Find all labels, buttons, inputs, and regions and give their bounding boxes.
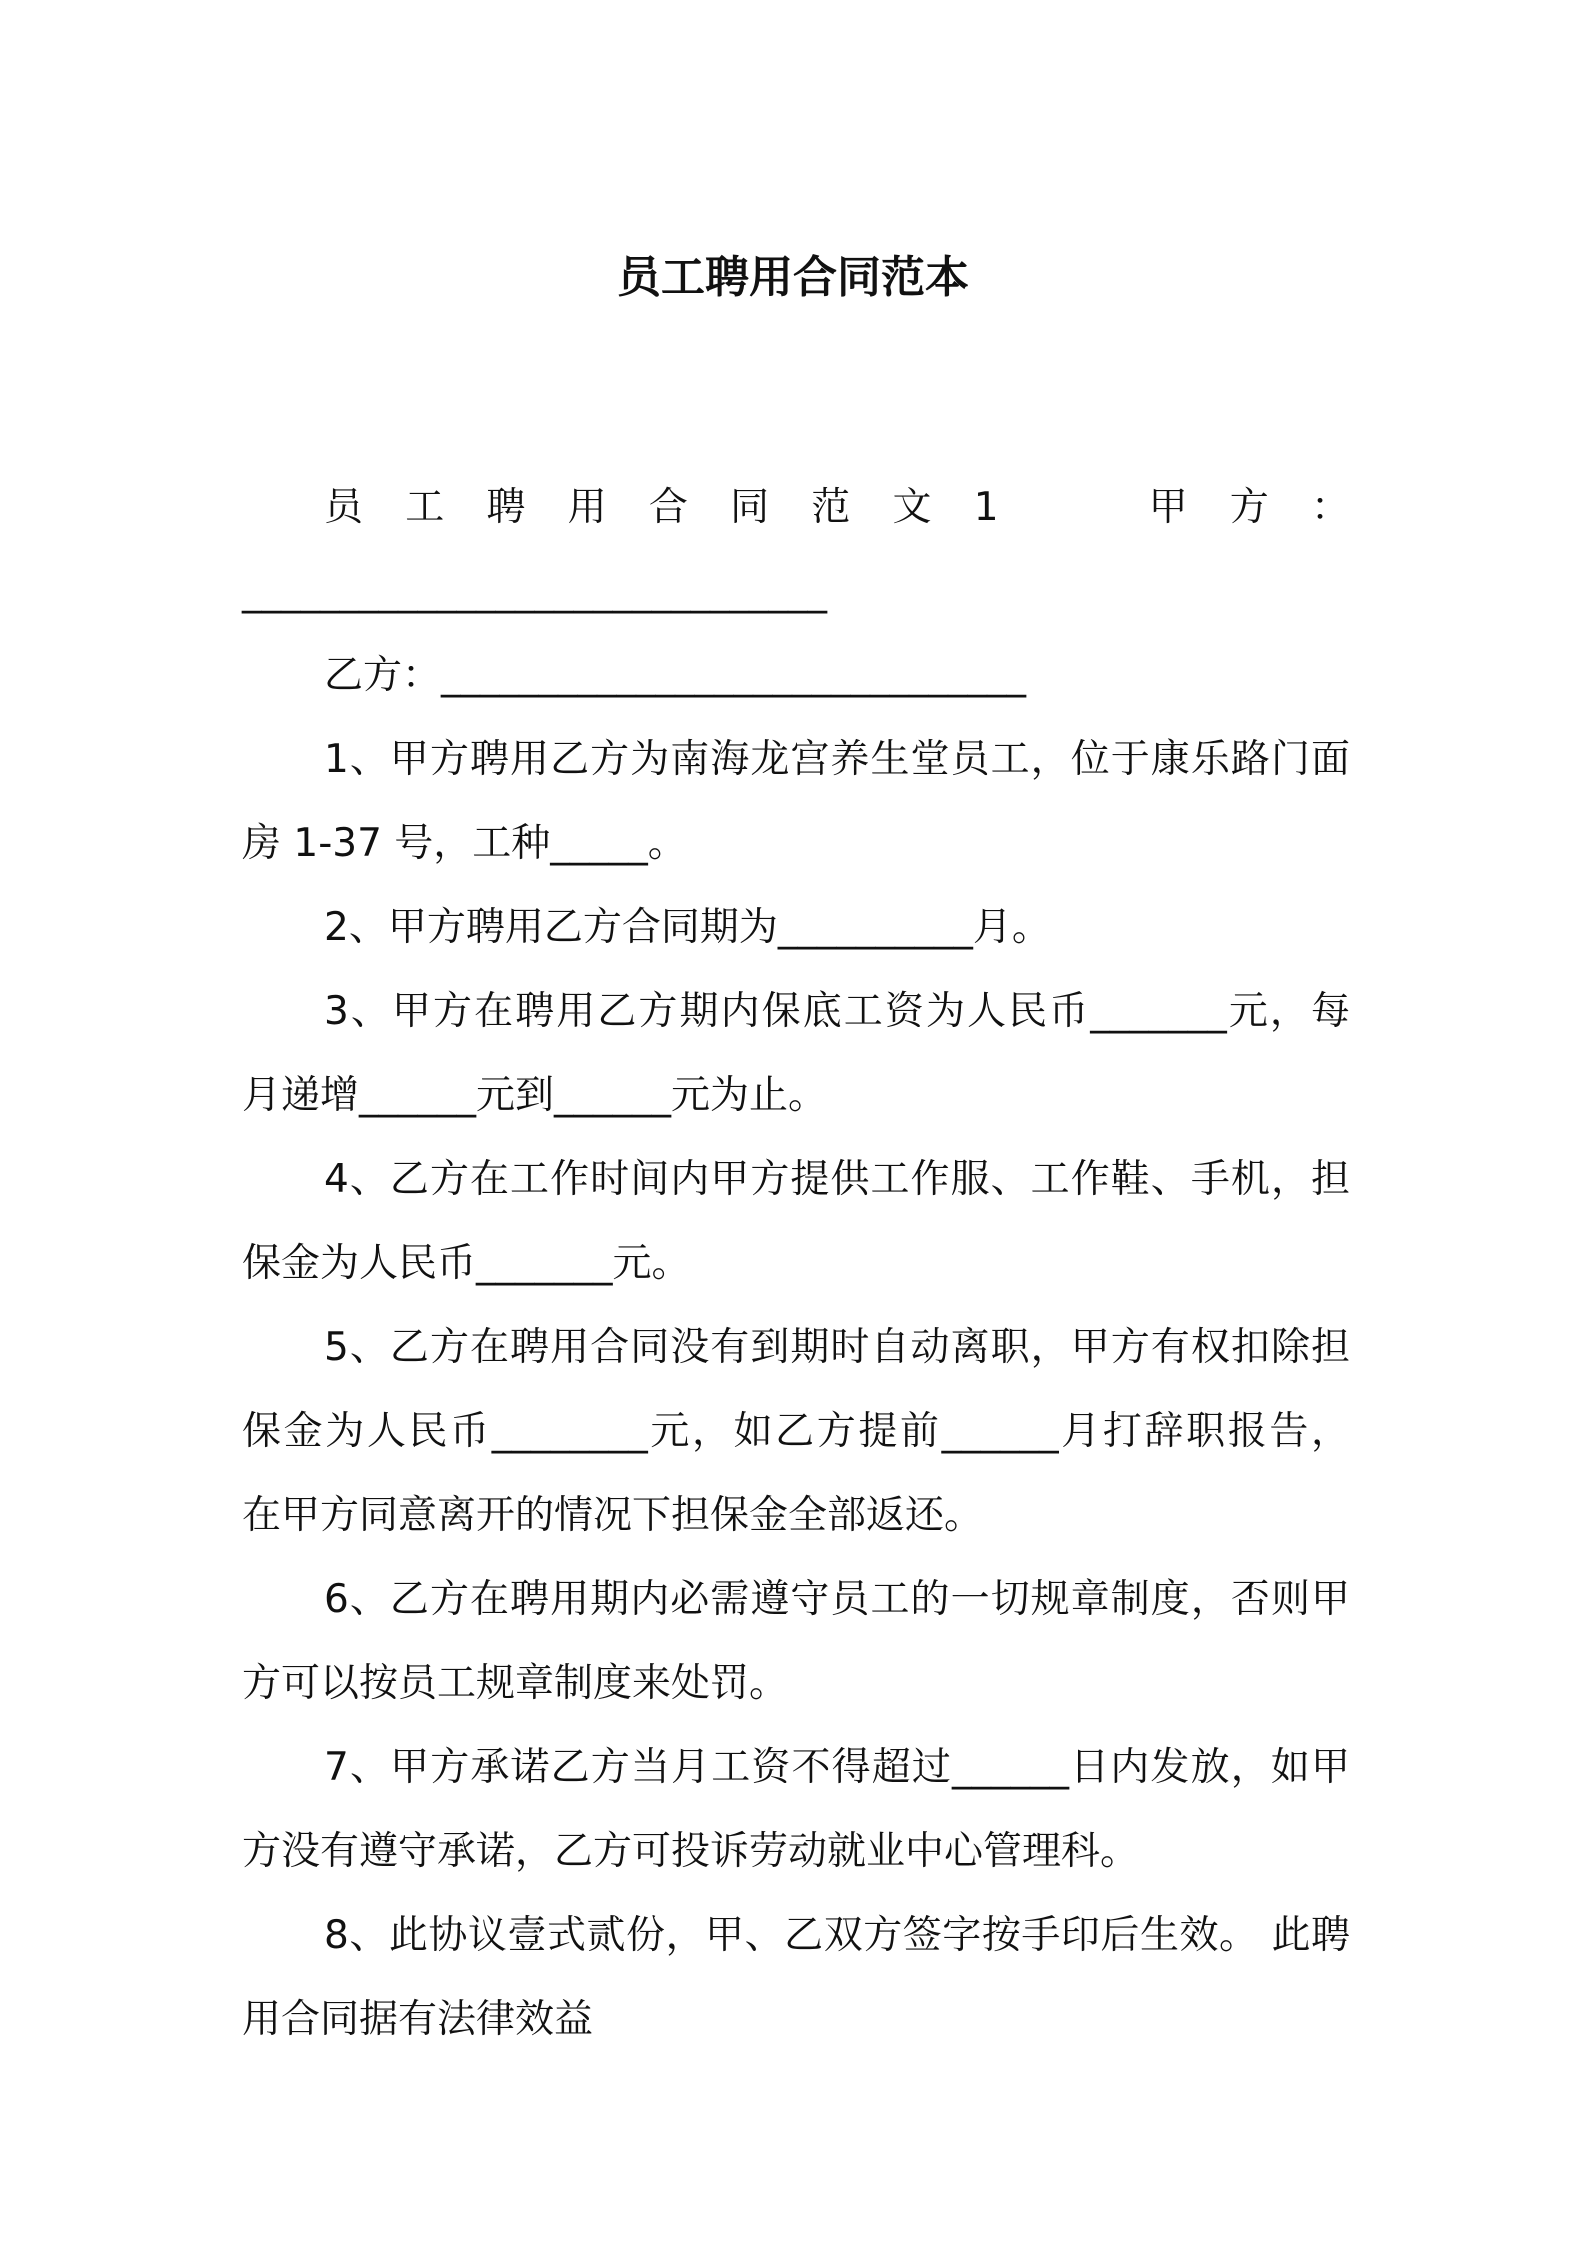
document-title: 员工聘用合同范本	[617, 252, 969, 303]
text-line-10: 保金为人民币_______元。	[242, 1241, 691, 1286]
text-line-3: 乙方：______________________________	[324, 653, 1027, 698]
text-line-12: 保金为人民币________元，如乙方提前______月打辞职报告，	[242, 1409, 1350, 1454]
text-line-15: 方可以按员工规章制度来处罚。	[242, 1661, 789, 1706]
text-line-13: 在甲方同意离开的情况下担保金全部返还。	[242, 1493, 984, 1538]
text-line-5: 房 1-37 号，工种_____。	[242, 821, 687, 866]
text-line-17: 方没有遵守承诺，乙方可投诉劳动就业中心管理科。	[242, 1829, 1140, 1874]
text-line-9: 4、乙方在工作时间内甲方提供工作服、工作鞋、手机，担	[324, 1157, 1350, 1202]
text-line-1: 员 工 聘 用 合 同 范 文 1 甲 方 ：	[324, 485, 1350, 530]
text-line-18: 8、此协议壹式贰份，甲、乙双方签字按手印后生效。 此聘	[324, 1913, 1350, 1958]
text-line-4: 1、甲方聘用乙方为南海龙宫养生堂员工，位于康乐路门面	[324, 737, 1350, 782]
text-line-6: 2、甲方聘用乙方合同期为__________月。	[324, 905, 1051, 950]
text-line-11: 5、乙方在聘用合同没有到期时自动离职，甲方有权扣除担	[324, 1325, 1350, 1370]
text-line-8: 月递增______元到______元为止。	[242, 1073, 828, 1118]
text-line-16: 7、甲方承诺乙方当月工资不得超过______日内发放，如甲	[324, 1745, 1350, 1790]
text-line-7: 3、甲方在聘用乙方期内保底工资为人民币_______元，每	[324, 989, 1350, 1034]
text-line-14: 6、乙方在聘用期内必需遵守员工的一切规章制度，否则甲	[324, 1577, 1350, 1622]
text-line-19: 用合同据有法律效益	[242, 1997, 594, 2042]
text-line-2: ______________________________	[242, 569, 827, 614]
